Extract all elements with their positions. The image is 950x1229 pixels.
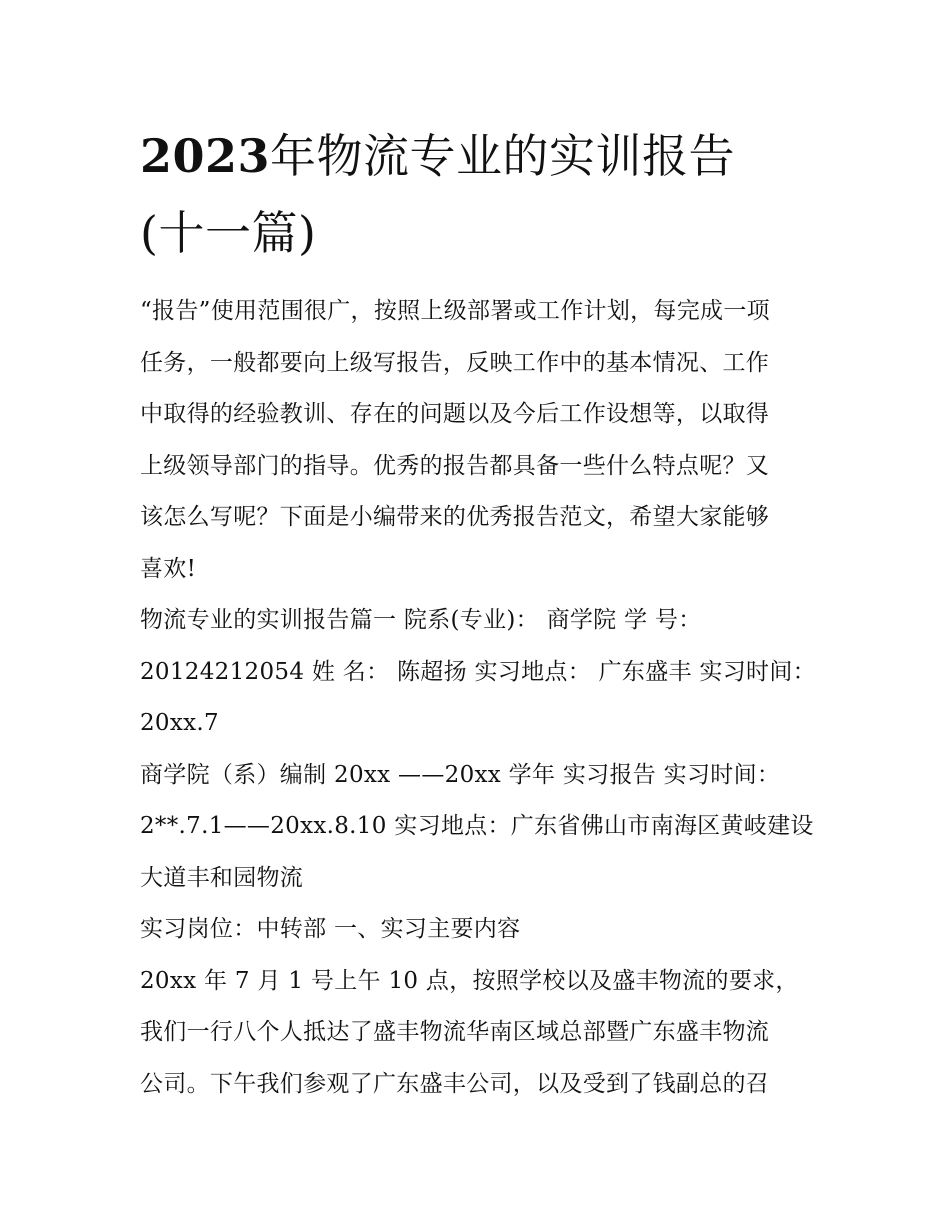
body-line: 商学院（系）编制 20xx ——20xx 学年 实习报告 实习时间： xyxy=(140,761,781,788)
intro-line: 中取得的经验教训、存在的问题以及今后工作设想等，以取得 xyxy=(140,401,770,427)
intro-line: 该怎么写呢？下面是小编带来的优秀报告范文，希望大家能够 xyxy=(140,504,770,530)
body-line: 公司。下午我们参观了广东盛丰公司，以及受到了钱副总的召 xyxy=(140,1070,770,1097)
title-line-2: (十一篇) xyxy=(140,206,317,260)
body-line: 物流专业的实训报告篇一 院系(专业)： 商学院 学 号： xyxy=(140,607,702,633)
body-text xyxy=(140,595,820,1110)
body-line: 20xx.7 xyxy=(140,710,219,736)
intro-line: “报告”使用范围很广，按照上级部署或工作计划，每完成一项 xyxy=(140,298,770,324)
document-title xyxy=(140,118,820,272)
intro-line: 任务，一般都要向上级写报告，反映工作中的基本情况、工作 xyxy=(140,349,770,376)
intro-line: 上级领导部门的指导。优秀的报告都具备一些什么特点呢？又 xyxy=(140,452,770,479)
title-year: 2023 xyxy=(140,129,271,183)
body-line: 实习岗位：中转部 一、实习主要内容 xyxy=(140,916,521,942)
body-line: 20124212054 姓 名： 陈超扬 实习地点： 广东盛丰 实习时间： xyxy=(140,658,816,685)
body-line: 2**.7.1——20xx.8.10 实习地点：广东省佛山市南海区黄岐建设 xyxy=(140,813,814,839)
intro-line: 喜欢! xyxy=(140,555,197,582)
body-line: 20xx 年 7 月 1 号上午 10 点，按照学校以及盛丰物流的要求， xyxy=(140,967,799,994)
body-line: 大道丰和园物流 xyxy=(140,864,304,891)
title-line-1 xyxy=(140,118,820,195)
body-line: 我们一行八个人抵达了盛丰物流华南区域总部暨广东盛丰物流 xyxy=(140,1019,770,1045)
intro-paragraph xyxy=(140,286,820,595)
document-content xyxy=(140,118,820,1110)
title-text: 年物流专业的实训报告 xyxy=(270,129,736,183)
